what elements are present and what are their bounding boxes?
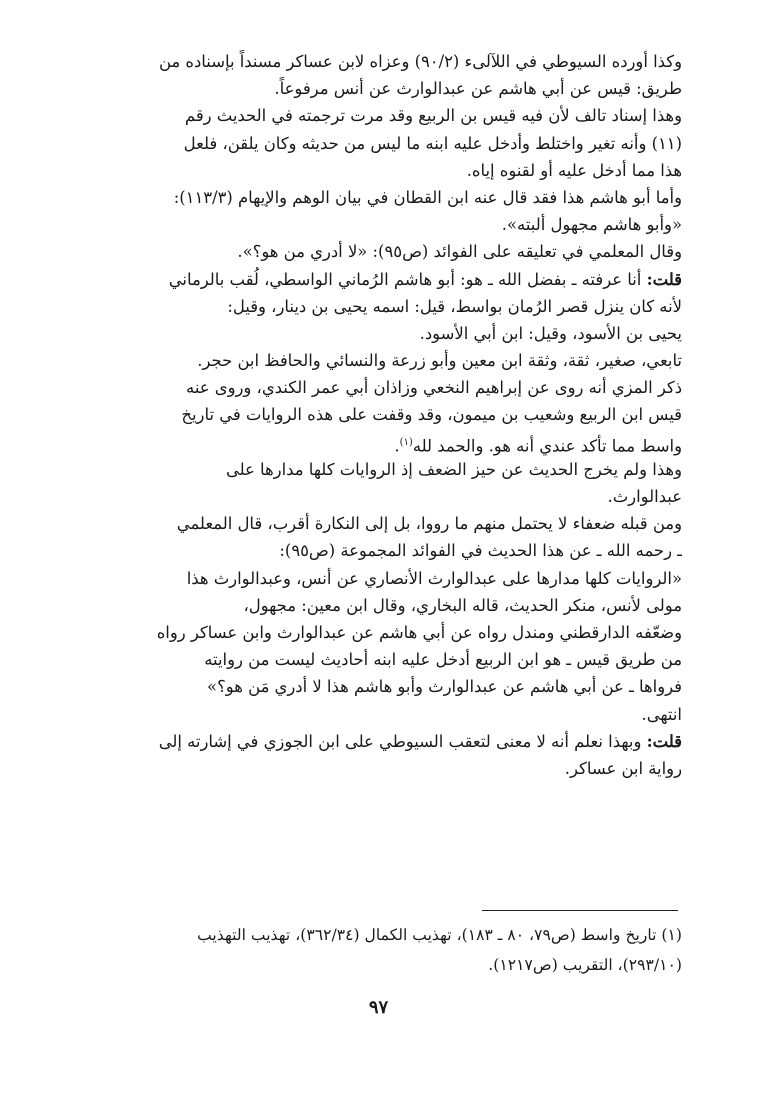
footnote-line: (١) تاريخ واسط (ص٧٩، ٨٠ ـ ١٨٣)، تهذيب الكمال (٣٦٢/٣٤)، تهذيب التهذيب (197, 926, 682, 944)
text-span: واسط مما تأكد عندي أنه هو. والحمد لله (412, 436, 682, 456)
footnotes (74, 920, 682, 980)
main-text (74, 48, 682, 782)
text-line: عبدالوارث. (607, 487, 682, 506)
text-line: وكذا أورده السيوطي في اللآلىء (٩٠/٢) وعزاه لابن عساكر مسنداً بإسناده من (158, 52, 682, 71)
text-line: تابعي، صغير، ثقة، وثقة ابن معين وأبو زرعة والنسائي والحافظ ابن حجر. (197, 351, 682, 371)
footnote-marker: (١) (399, 436, 413, 448)
text-line: وضعّفه الدارقطني ومندل رواه عن أبي هاشم عن عبدالوارث وابن عساكر رواه (156, 622, 682, 642)
text-span: أنا عرفته ـ بفضل الله ـ هو: أبو هاشم الرُماني الواسطي، لُقب بالرماني (168, 269, 642, 289)
text-line: وأما أبو هاشم هذا فقد قال عنه ابن القطان في بيان الوهم والإيهام (١١٣/٣): (173, 187, 682, 207)
text-line: ومن قبله ضعفاء لا يحتمل منهم ما رووا، بل إلى النكارة أقرب، قال المعلمي (176, 514, 682, 534)
text-line: «وأبو هاشم مجهول ألبته». (501, 215, 682, 235)
text-line: ـ رحمه الله ـ عن هذا الحديث في الفوائد المجموعة (ص٩٥): (279, 541, 682, 561)
footnote-line: (٢٩٣/١٠)، التقريب (ص١٢١٧). (488, 956, 682, 974)
text-line: ذكر المزي أنه روى عن إبراهيم النخعي وزاذان أبي عمر الكندي، وروى عنه (186, 378, 682, 398)
text-line: رواية ابن عساكر. (564, 758, 682, 778)
text-line: واسط مما تأكد عندي أنه هو. والحمد لله$^{(١)}$. (394, 436, 682, 456)
text-line: من طريق قيس ـ هو ابن الربيع أدخل عليه ابنه أحاديث ليست من روايته (204, 650, 682, 670)
page-number: ٩٧ (368, 997, 389, 1018)
text-line (74, 266, 682, 293)
text-line: وهذا إسناد تالف لأن فيه قيس بن الربيع وقد مرت ترجمته في الحديث رقم (184, 106, 682, 126)
text-line: يحيى بن الأسود، وقيل: ابن أبي الأسود. (419, 323, 682, 343)
text-line: فرواها ـ عن أبي هاشم عن عبدالوارث وأبو هاشم هذا لا أدري مَن هو؟» (207, 677, 682, 697)
text-line: (١١) وأنه تغير واختلط وأدخل عليه ابنه ما ليس من حديثه وكان يلقن، فلعل (183, 133, 682, 153)
text-span: وبهذا نعلم أنه لا معنى لتعقب السيوطي على ابن الجوزي في إشارته إلى (158, 731, 642, 751)
text-line: مولى لأنس، منكر الحديث، قاله البخاري، وقال ابن معين: مجهول، (243, 595, 682, 615)
text-line: قيس ابن الربيع وشعيب بن ميمون، وقد وقفت على هذه الروايات في تاريخ (181, 405, 682, 425)
qalat-label: قلت: (646, 731, 682, 751)
text-line: «الروايات كلها مدارها على عبدالوارث الأنصاري عن أنس، وعبدالوارث هذا (186, 568, 682, 588)
qalat-label: قلت: (646, 269, 682, 289)
text-line: وقال المعلمي في تعليقه على الفوائد (ص٩٥): «لا أدري من هو؟». (237, 242, 682, 262)
text-line: هذا مما أدخل عليه أو لقنوه إياه. (466, 160, 682, 180)
text-line: طريق: قيس عن أبي هاشم عن عبدالوارث عن أنس مرفوعاً. (274, 79, 682, 99)
text-line: وهذا ولم يخرج الحديث عن حيز الضعف إذ الروايات كلها مدارها على (225, 459, 682, 479)
footnote-divider (482, 910, 678, 911)
text-line: لأنه كان ينزل قصر الرُمان بواسط، قيل: اسمه يحيى بن دينار، وقيل: (227, 296, 682, 316)
text-line (74, 728, 682, 755)
text-line: انتهى. (641, 704, 682, 724)
